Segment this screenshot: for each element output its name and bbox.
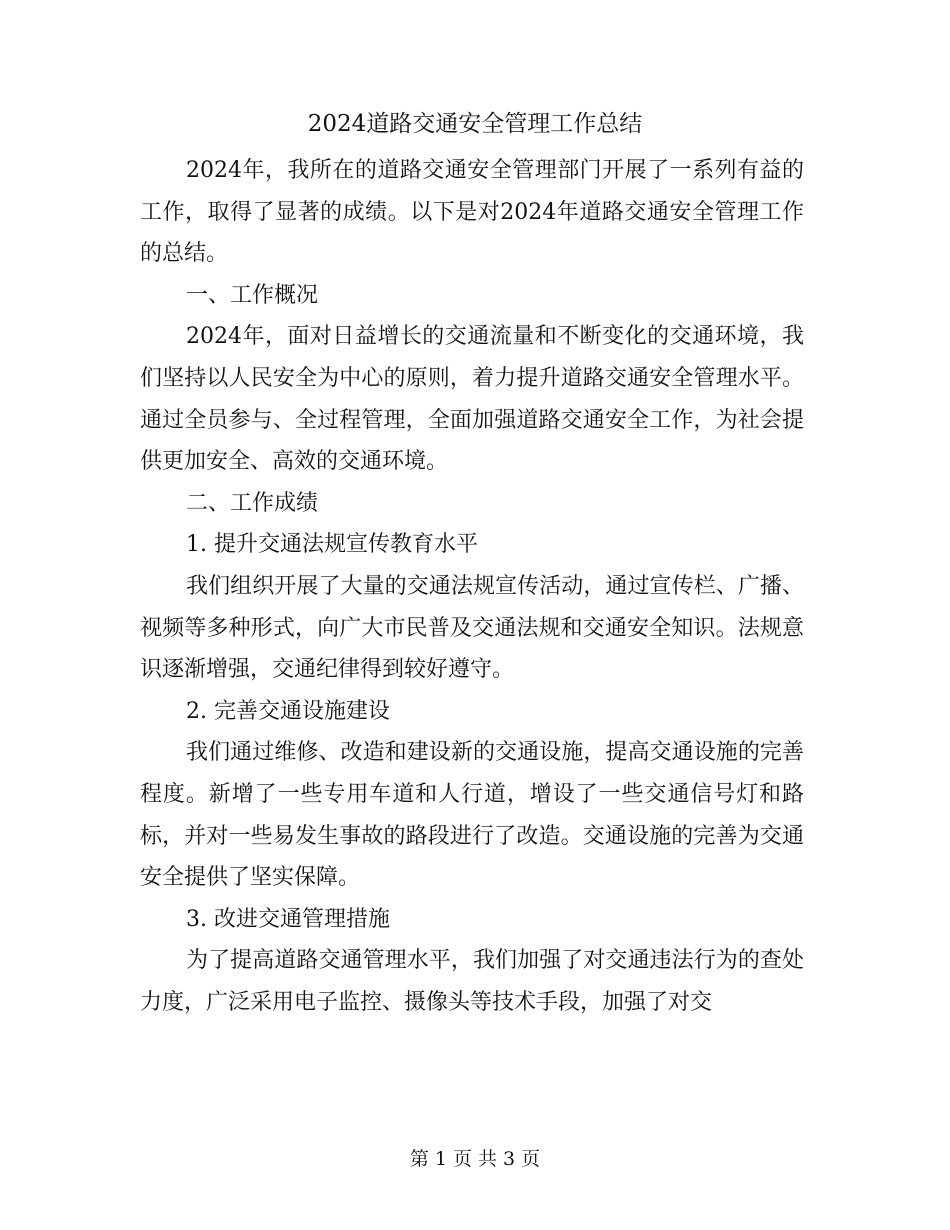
overview-paragraph: 2024年，面对日益增长的交通流量和不断变化的交通环境，我们坚持以人民安全为中心的原则，着力提升道路交通安全管理水平。通过全员参与、全过程管理，全面加强道路交通安全工作，为社会提供更加安全、高效的交通环境。 bbox=[140, 324, 804, 475]
page-number: 第 1 页 共 3 页 bbox=[409, 1148, 541, 1170]
section-heading-overview: 一、工作概况 bbox=[186, 282, 319, 308]
subheading-law-education: 1. 提升交通法规宣传教育水平 bbox=[186, 532, 478, 558]
document-body bbox=[140, 150, 804, 1023]
facilities-paragraph: 我们通过维修、改造和建设新的交通设施，提高交通设施的完善程度。新增了一些专用车道和人行道，增设了一些交通信号灯和路标，并对一些易发生事故的路段进行了改造。交通设施的完善为交通安全提供了坚实保障。 bbox=[140, 740, 804, 891]
intro-paragraph: 2024年，我所在的道路交通安全管理部门开展了一系列有益的工作，取得了显著的成绩。以下是对2024年道路交通安全管理工作的总结。 bbox=[140, 158, 804, 267]
law-education-paragraph: 我们组织开展了大量的交通法规宣传活动，通过宣传栏、广播、视频等多种形式，向广大市民普及交通法规和交通安全知识。法规意识逐渐增强，交通纪律得到较好遵守。 bbox=[140, 573, 804, 683]
management-paragraph: 为了提高道路交通管理水平，我们加强了对交通违法行为的查处力度，广泛采用电子监控、摄像头等技术手段，加强了对交 bbox=[140, 948, 804, 1015]
subheading-facilities: 2. 完善交通设施建设 bbox=[186, 698, 390, 724]
document-title: 2024道路交通安全管理工作总结 bbox=[307, 111, 643, 137]
subheading-management: 3. 改进交通管理措施 bbox=[186, 906, 390, 932]
section-heading-achievements: 二、工作成绩 bbox=[186, 490, 319, 516]
